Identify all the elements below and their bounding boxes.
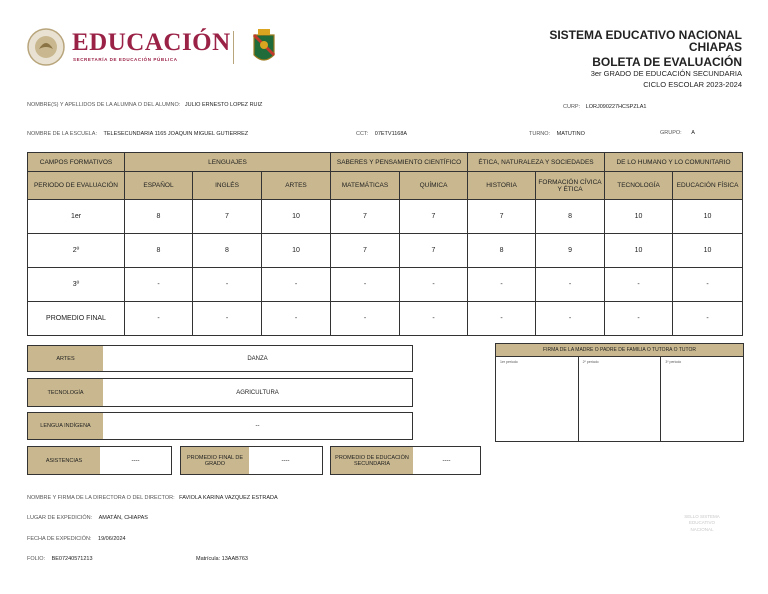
- subject-header: FORMACIÓN CÍVICA Y ÉTICA: [536, 172, 605, 200]
- subject-header: INGLÉS: [193, 172, 262, 200]
- field-header: SABERES Y PENSAMIENTO CIENTÍFICO: [331, 153, 468, 172]
- grades-table: [27, 152, 743, 336]
- curp-row: [563, 104, 647, 110]
- promedio-grado-value: ----: [281, 457, 290, 464]
- lugar-label: LUGAR DE EXPEDICIÓN:: [27, 515, 93, 521]
- cct-value: 07ETV1168A: [374, 131, 408, 137]
- turno-label: TURNO:: [529, 131, 551, 137]
- curp-value: LORJ090227HCSPZLA1: [585, 104, 647, 110]
- official-seal: SELLO SISTEMA EDUCATIVO NACIONAL: [684, 514, 720, 532]
- cct-row: [356, 131, 407, 137]
- grade-cell: 7: [468, 200, 536, 234]
- school-name-value: TELESECUNDARIA 1165 JOAQUIN MIGUEL GUTIERREZ: [103, 131, 249, 137]
- grade-cell: -: [605, 302, 673, 336]
- sep-emblem-icon: [27, 27, 65, 67]
- folio-value: BE07240571213: [51, 556, 93, 562]
- table-row: [28, 268, 743, 302]
- cycle-line: CICLO ESCOLAR 2023-2024: [643, 80, 742, 89]
- grade-line: 3er GRADO DE EDUCACIÓN SECUNDARIA: [590, 69, 742, 78]
- folio-label: FOLIO:: [27, 556, 46, 562]
- subject-header: TECNOLOGÍA: [605, 172, 673, 200]
- artes-label: ARTES: [28, 346, 103, 371]
- grade-cell: 9: [536, 234, 605, 268]
- turno-row: [529, 131, 585, 137]
- grade-cell: 10: [262, 234, 331, 268]
- subject-header: EDUCACIÓN FÍSICA: [673, 172, 743, 200]
- grupo-value: A: [691, 130, 695, 136]
- subject-header: MATEMÁTICAS: [331, 172, 400, 200]
- director-value: FAVIOLA KARINA VAZQUEZ ESTRADA: [179, 495, 278, 501]
- grade-cell: -: [125, 302, 193, 336]
- grade-cell: 10: [673, 200, 743, 234]
- grade-cell: 7: [400, 200, 468, 234]
- grade-cell: 8: [468, 234, 536, 268]
- grade-cell: -: [262, 302, 331, 336]
- grade-cell: 10: [673, 234, 743, 268]
- system-title: SISTEMA EDUCATIVO NACIONAL: [549, 28, 742, 42]
- fecha-row: [27, 536, 126, 542]
- promedio-secundaria-label: PROMEDIO DE EDUCACIÓN SECUNDARIA: [331, 447, 413, 474]
- grade-cell: -: [536, 302, 605, 336]
- field-header: DE LO HUMANO Y LO COMUNITARIO: [605, 153, 743, 172]
- grade-cell: -: [125, 268, 193, 302]
- campos-header: CAMPOS FORMATIVOS: [28, 153, 125, 172]
- student-name-value: JULIO ERNESTO LOPEZ RUIZ: [184, 102, 263, 108]
- artes-box: [27, 345, 413, 372]
- signature-period-2: 2º periodo: [579, 357, 662, 441]
- school-row: [27, 131, 248, 137]
- subject-header: ESPAÑOL: [125, 172, 193, 200]
- parent-signature-box: [495, 343, 744, 442]
- turno-value: MATUTINO: [556, 131, 585, 137]
- grade-cell: -: [331, 268, 400, 302]
- asistencias-value: ----: [131, 457, 140, 464]
- lengua-box: [27, 412, 413, 440]
- grade-cell: -: [673, 268, 743, 302]
- grupo-row: [660, 130, 695, 136]
- lengua-value: --: [255, 423, 260, 429]
- student-name-label: NOMBRE(S) Y APELLIDOS DE LA ALUMNA O DEL ALUMNO:: [27, 102, 181, 108]
- tecnologia-label: TECNOLOGÍA: [28, 379, 103, 406]
- grade-cell: 7: [193, 200, 262, 234]
- logo-text: EDUCACIÓN: [72, 29, 231, 56]
- grade-cell: -: [605, 268, 673, 302]
- grade-cell: 10: [605, 200, 673, 234]
- table-row: [28, 200, 743, 234]
- matricula: Matrícula: 13AAB763: [196, 556, 248, 562]
- promedio-secundaria-value: ----: [442, 457, 451, 464]
- grade-cell: 8: [193, 234, 262, 268]
- grade-cell: 7: [400, 234, 468, 268]
- grade-cell: -: [673, 302, 743, 336]
- chiapas-shield-icon: [250, 27, 278, 67]
- student-row: [27, 102, 262, 108]
- promedio-grado-box: [180, 446, 323, 475]
- logo-subtext: SECRETARÍA DE EDUCACIÓN PÚBLICA: [73, 57, 178, 62]
- asistencias-label: ASISTENCIAS: [28, 447, 100, 474]
- period-cell: 3º: [28, 268, 125, 302]
- signature-period-1: 1er periodo: [496, 357, 579, 441]
- subject-header: QUÍMICA: [400, 172, 468, 200]
- period-cell: PROMEDIO FINAL: [28, 302, 125, 336]
- grade-cell: -: [331, 302, 400, 336]
- fecha-label: FECHA DE EXPEDICIÓN:: [27, 536, 92, 542]
- tecnologia-box: [27, 378, 413, 407]
- period-cell: 2º: [28, 234, 125, 268]
- grade-cell: 8: [125, 234, 193, 268]
- field-header: LENGUAJES: [125, 153, 331, 172]
- grade-cell: -: [193, 302, 262, 336]
- director-row: [27, 495, 278, 501]
- subject-header: HISTORIA: [468, 172, 536, 200]
- cct-label: CCT:: [356, 131, 369, 137]
- grade-cell: -: [400, 268, 468, 302]
- grade-cell: 10: [605, 234, 673, 268]
- table-row: [28, 302, 743, 336]
- field-header: ÉTICA, NATURALEZA Y SOCIEDADES: [468, 153, 605, 172]
- grade-cell: -: [536, 268, 605, 302]
- grade-cell: 7: [331, 234, 400, 268]
- grade-cell: -: [400, 302, 468, 336]
- parent-signature-header: FIRMA DE LA MADRE O PADRE DE FAMILIA O TUTORA O TUTOR: [496, 344, 743, 357]
- grade-cell: 8: [536, 200, 605, 234]
- curp-label: CURP:: [563, 104, 581, 110]
- folio-row: [27, 556, 93, 562]
- grade-cell: 10: [262, 200, 331, 234]
- lugar-value: AMATÁN, CHIAPAS: [98, 515, 148, 521]
- period-cell: 1er: [28, 200, 125, 234]
- table-row: [28, 234, 743, 268]
- tecnologia-value: AGRICULTURA: [236, 389, 279, 396]
- signature-period-3: 3º periodo: [665, 360, 682, 364]
- grade-cell: -: [262, 268, 331, 302]
- document-title: BOLETA DE EVALUACIÓN: [592, 55, 742, 69]
- fecha-value: 19/06/2024: [98, 536, 126, 542]
- director-label: NOMBRE Y FIRMA DE LA DIRECTORA O DEL DIRECTOR:: [27, 495, 175, 501]
- promedio-secundaria-box: [330, 446, 481, 475]
- lugar-row: [27, 515, 148, 521]
- subject-header: ARTES: [262, 172, 331, 200]
- grupo-label: GRUPO:: [660, 130, 682, 136]
- state-title: CHIAPAS: [688, 40, 742, 54]
- periodo-header: PERIODO DE EVALUACIÓN: [28, 172, 125, 200]
- grade-cell: -: [193, 268, 262, 302]
- artes-value: DANZA: [247, 355, 268, 362]
- grade-cell: -: [468, 268, 536, 302]
- asistencias-box: [27, 446, 172, 475]
- school-name-label: NOMBRE DE LA ESCUELA:: [27, 131, 97, 137]
- grade-cell: -: [468, 302, 536, 336]
- logo-divider: [233, 31, 234, 64]
- promedio-grado-label: PROMEDIO FINAL DE GRADO: [181, 447, 249, 474]
- lengua-label: LENGUA INDÍGENA: [28, 413, 103, 439]
- grade-cell: 8: [125, 200, 193, 234]
- grade-cell: 7: [331, 200, 400, 234]
